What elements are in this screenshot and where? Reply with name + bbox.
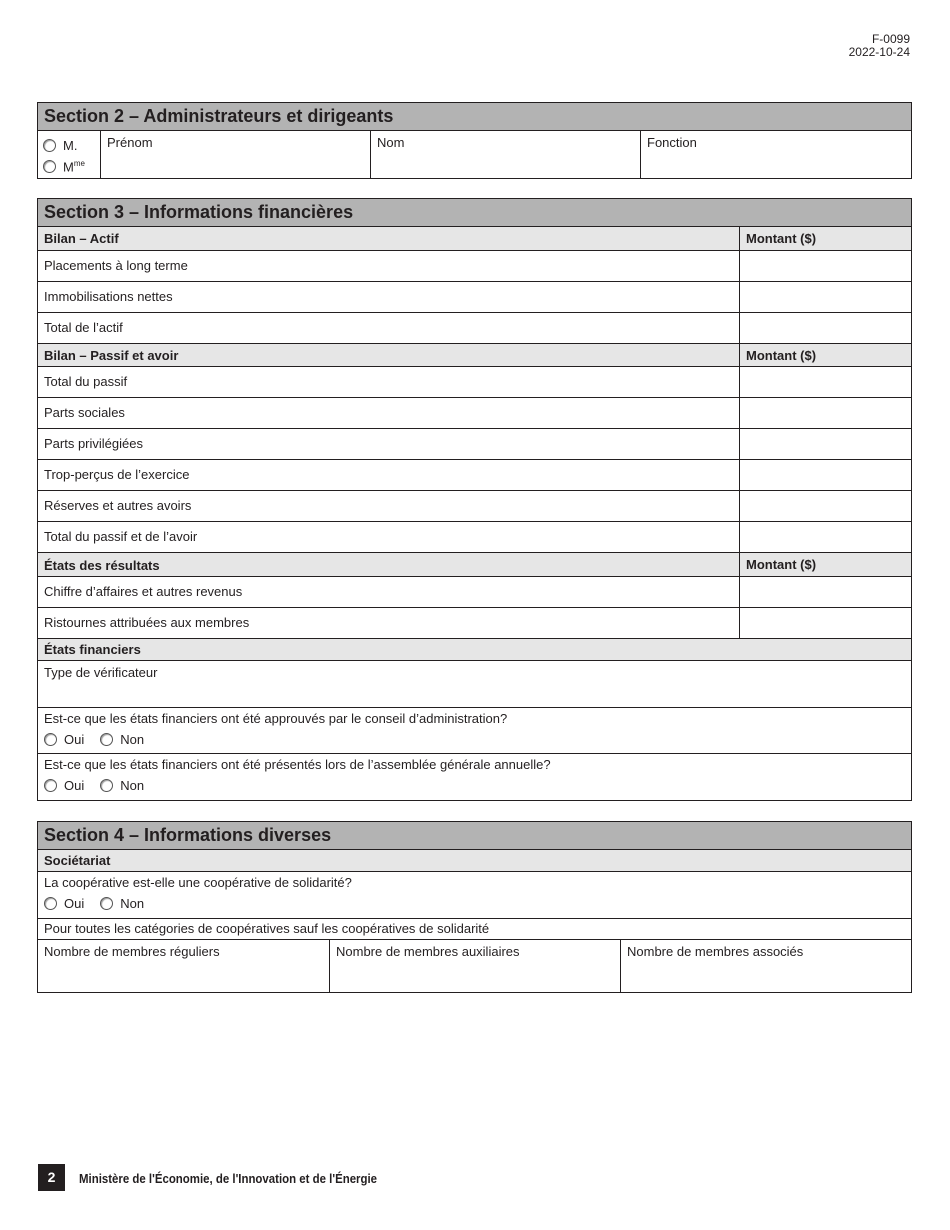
oui-option[interactable]: Oui bbox=[44, 778, 84, 793]
amount-input[interactable] bbox=[739, 313, 911, 343]
row-label: Total du passif et de l’avoir bbox=[44, 529, 198, 544]
nom-field[interactable] bbox=[370, 131, 640, 178]
amount-input[interactable] bbox=[739, 577, 911, 607]
oui-option[interactable]: Oui bbox=[44, 732, 84, 747]
radio-non[interactable] bbox=[100, 733, 113, 746]
resultats-heading: États des résultats bbox=[44, 558, 160, 573]
radio-mme-label: $M^{me}$ bbox=[63, 158, 85, 175]
table-row bbox=[38, 577, 911, 608]
form-code-block bbox=[849, 33, 910, 59]
montant-header: Montant ($) bbox=[739, 227, 911, 250]
actif-heading: Bilan – Actif bbox=[44, 231, 119, 246]
radio-m-label: M. bbox=[63, 138, 78, 153]
table-row bbox=[38, 251, 911, 282]
section-3 bbox=[37, 198, 912, 801]
amount-input[interactable] bbox=[739, 491, 911, 521]
row-label: Immobilisations nettes bbox=[44, 289, 173, 304]
radio-mme[interactable] bbox=[43, 160, 56, 173]
fonction-field[interactable] bbox=[640, 131, 911, 178]
amount-input[interactable] bbox=[739, 367, 911, 397]
membres-auxiliaires-label: Nombre de membres auxiliaires bbox=[336, 944, 520, 959]
table-row bbox=[38, 429, 911, 460]
row-label: Placements à long terme bbox=[44, 258, 188, 273]
amount-input[interactable] bbox=[739, 429, 911, 459]
prenom-field[interactable] bbox=[100, 131, 370, 178]
question-presentation bbox=[38, 754, 911, 800]
question-approbation bbox=[38, 708, 911, 753]
page-number: 2 bbox=[38, 1164, 65, 1191]
section-4-title: Section 4 – Informations diverses bbox=[38, 822, 911, 850]
table-row bbox=[38, 398, 911, 429]
row-label: Ristournes attribuées aux membres bbox=[44, 615, 250, 630]
categories-note: Pour toutes les catégories de coopératives sauf les coopératives de solidarité bbox=[44, 921, 490, 936]
oui-option[interactable]: Oui bbox=[44, 896, 84, 911]
ministry-name: Ministère de l'Économie, de l'Innovation et de l'Énergie bbox=[79, 1171, 378, 1186]
membres-associes-field[interactable] bbox=[620, 940, 911, 992]
amount-input[interactable] bbox=[739, 522, 911, 552]
radio-non[interactable] bbox=[100, 897, 113, 910]
row-label: Parts privilégiées bbox=[44, 436, 143, 451]
section-4 bbox=[37, 821, 912, 993]
table-row bbox=[38, 282, 911, 313]
etats-heading: États financiers bbox=[44, 642, 141, 657]
amount-input[interactable] bbox=[739, 398, 911, 428]
type-verificateur-label: Type de vérificateur bbox=[44, 665, 158, 680]
type-verificateur-field[interactable] bbox=[38, 661, 911, 707]
nom-label: Nom bbox=[377, 135, 405, 150]
question-solidarite bbox=[38, 872, 911, 918]
table-row bbox=[38, 608, 911, 639]
title-radio-group bbox=[38, 131, 100, 178]
form-code: F-0099 bbox=[871, 32, 910, 46]
fonction-label: Fonction bbox=[647, 135, 697, 150]
non-option[interactable]: Non bbox=[100, 896, 144, 911]
question-text: Est-ce que les états financiers ont été approuvés par le conseil d’administration? bbox=[44, 711, 508, 726]
radio-non[interactable] bbox=[100, 779, 113, 792]
montant-header: Montant ($) bbox=[739, 344, 911, 366]
amount-input[interactable] bbox=[739, 251, 911, 281]
section-3-title: Section 3 – Informations financières bbox=[38, 199, 911, 227]
membres-reguliers-field[interactable] bbox=[38, 940, 329, 992]
row-label: Chiffre d’affaires et autres revenus bbox=[44, 584, 243, 599]
membres-reguliers-label: Nombre de membres réguliers bbox=[44, 944, 220, 959]
table-row bbox=[38, 460, 911, 491]
table-row bbox=[38, 491, 911, 522]
amount-input[interactable] bbox=[739, 282, 911, 312]
question-text: La coopérative est-elle une coopérative de solidarité? bbox=[44, 875, 352, 890]
societariat-heading: Sociétariat bbox=[44, 853, 111, 868]
table-row bbox=[38, 313, 911, 344]
passif-heading: Bilan – Passif et avoir bbox=[44, 348, 179, 363]
radio-oui[interactable] bbox=[44, 733, 57, 746]
section-2 bbox=[37, 102, 912, 179]
non-option[interactable]: Non bbox=[100, 732, 144, 747]
row-label: Trop-perçus de l’exercice bbox=[44, 467, 190, 482]
amount-input[interactable] bbox=[739, 608, 911, 638]
form-date: 2022-10-24 bbox=[848, 45, 910, 59]
non-option[interactable]: Non bbox=[100, 778, 144, 793]
row-label: Réserves et autres avoirs bbox=[44, 498, 192, 513]
section-2-title: Section 2 – Administrateurs et dirigeants bbox=[38, 103, 911, 131]
question-text: Est-ce que les états financiers ont été présentés lors de l’assemblée générale annuelle? bbox=[44, 757, 551, 772]
table-row bbox=[38, 367, 911, 398]
radio-oui[interactable] bbox=[44, 779, 57, 792]
radio-oui[interactable] bbox=[44, 897, 57, 910]
row-label: Total du passif bbox=[44, 374, 128, 389]
row-label: Parts sociales bbox=[44, 405, 125, 420]
membres-auxiliaires-field[interactable] bbox=[329, 940, 620, 992]
membres-associes-label: Nombre de membres associés bbox=[627, 944, 804, 959]
amount-input[interactable] bbox=[739, 460, 911, 490]
prenom-label: Prénom bbox=[107, 135, 153, 150]
radio-m[interactable] bbox=[43, 139, 56, 152]
table-row bbox=[38, 522, 911, 553]
row-label: Total de l’actif bbox=[44, 320, 123, 335]
montant-header: Montant ($) bbox=[739, 553, 911, 576]
